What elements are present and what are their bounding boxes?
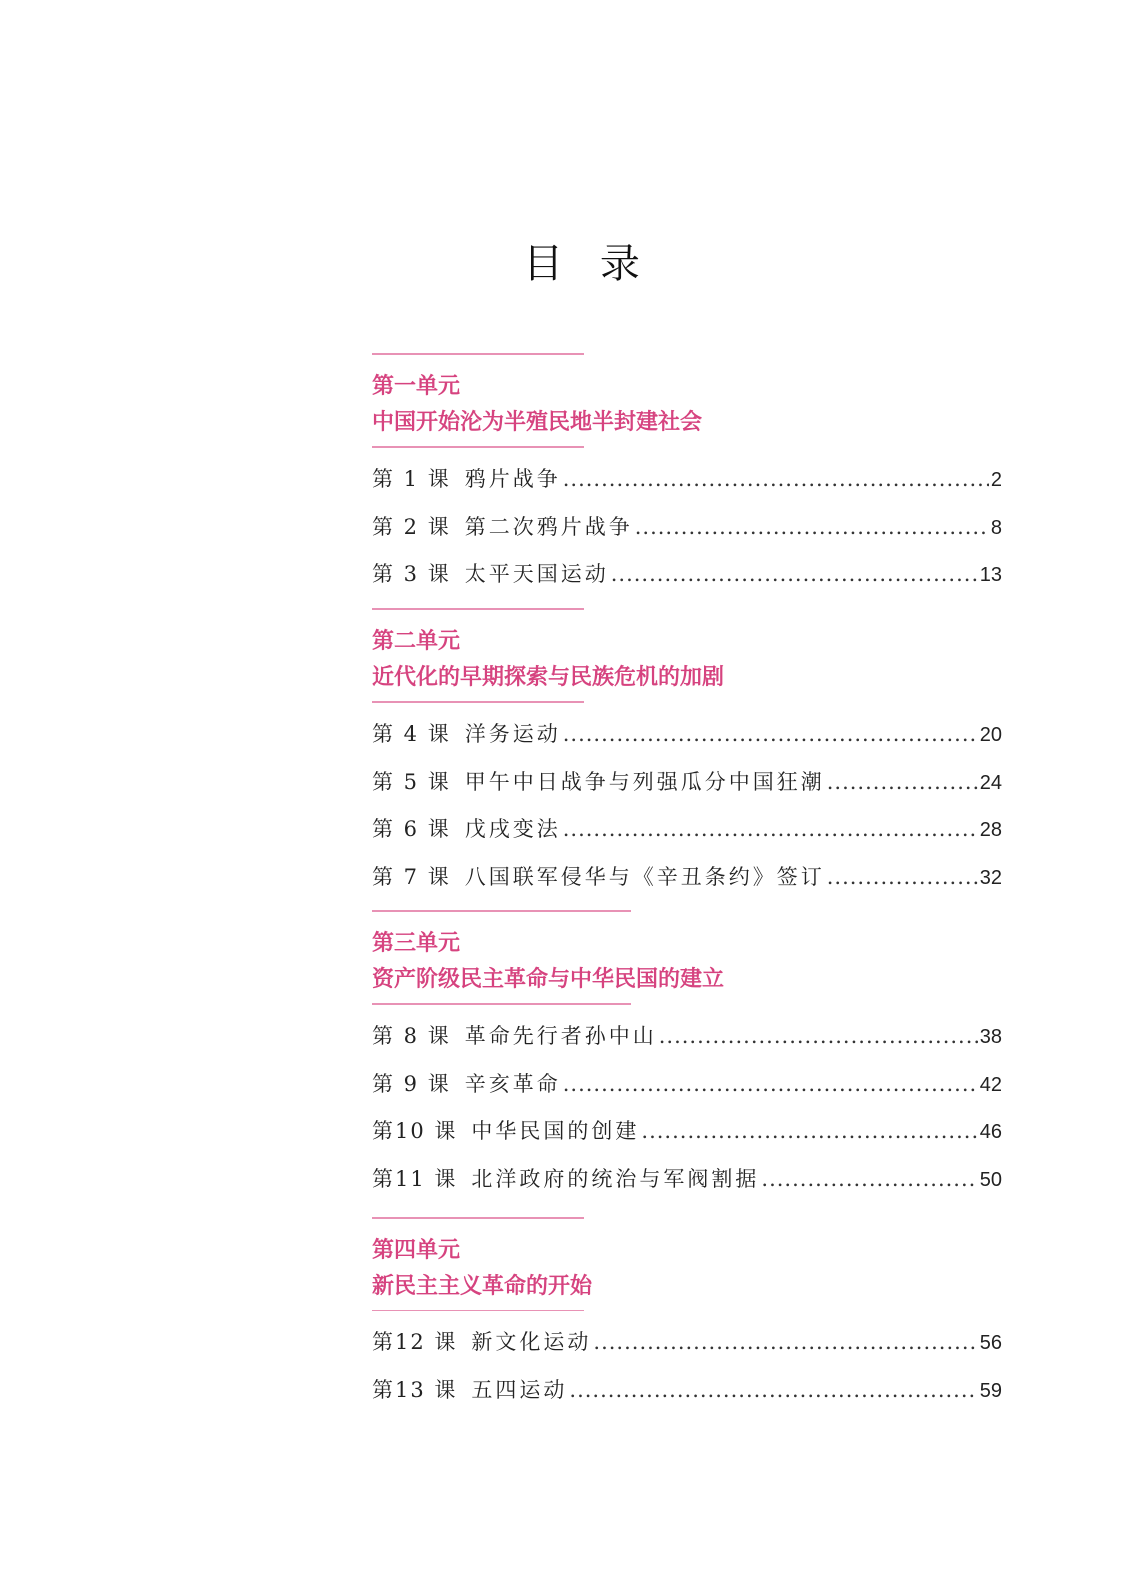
toc-entry[interactable] xyxy=(372,1367,1002,1415)
dot-leader xyxy=(563,711,978,759)
lesson-title: 北洋政府的统治与军阀割据 xyxy=(471,1166,760,1191)
dot-leader xyxy=(761,1156,977,1204)
unit-divider xyxy=(372,608,584,610)
lesson-number: 第 2 课 xyxy=(372,514,451,539)
lesson-title: 新文化运动 xyxy=(471,1330,592,1354)
lesson-title: 八国联军侵华与《辛丑条约》签订 xyxy=(464,864,825,889)
page-number: 32 xyxy=(979,866,1002,889)
dot-leader xyxy=(641,1108,977,1156)
page-number: 8 xyxy=(990,516,1002,539)
dot-leader xyxy=(563,1061,978,1109)
unit-section xyxy=(372,1217,1002,1414)
unit-section xyxy=(372,353,1002,599)
lesson-number: 第11 课 xyxy=(372,1166,458,1191)
lesson-number: 第 9 课 xyxy=(372,1071,451,1096)
page-number: 24 xyxy=(979,771,1002,794)
lesson-number: 第 3 课 xyxy=(372,562,451,586)
toc-entry[interactable] xyxy=(372,456,1002,504)
toc-entry[interactable] xyxy=(372,711,1002,759)
dot-leader xyxy=(827,759,978,807)
unit-divider xyxy=(372,353,584,355)
dot-leader xyxy=(659,1013,978,1061)
lesson-number: 第12 课 xyxy=(372,1330,458,1354)
dot-leader xyxy=(593,1319,977,1367)
page-number: 42 xyxy=(979,1073,1002,1096)
lesson-number: 第 7 课 xyxy=(372,864,451,889)
page-title: 目 录 xyxy=(523,241,652,287)
lesson-number: 第 5 课 xyxy=(372,769,451,794)
lesson-number: 第 1 课 xyxy=(372,467,451,491)
lesson-number: 第 8 课 xyxy=(372,1024,451,1048)
lesson-title: 戊戌变法 xyxy=(464,817,561,841)
unit-divider xyxy=(372,1217,584,1219)
toc-entry[interactable] xyxy=(372,504,1002,552)
dot-leader xyxy=(827,854,978,902)
page-number: 50 xyxy=(979,1168,1002,1191)
lesson-title: 第二次鸦片战争 xyxy=(464,514,633,539)
lesson-title: 辛亥革命 xyxy=(464,1071,561,1096)
page-number: 13 xyxy=(979,564,1002,586)
unit-divider xyxy=(372,446,584,448)
unit-divider xyxy=(372,1310,584,1311)
unit-label: 第二单元 xyxy=(372,628,461,654)
toc-entry[interactable] xyxy=(372,1013,1002,1061)
page-number: 20 xyxy=(979,724,1002,746)
lesson-title: 革命先行者孙中山 xyxy=(464,1024,657,1048)
unit-divider xyxy=(372,910,631,912)
toc-entry[interactable] xyxy=(372,1108,1002,1156)
lesson-number: 第 6 课 xyxy=(372,817,451,841)
unit-divider xyxy=(372,1003,631,1005)
dot-leader xyxy=(569,1367,977,1415)
dot-leader xyxy=(563,456,989,504)
unit-section xyxy=(372,608,1002,901)
dot-leader xyxy=(611,551,978,599)
toc-entry[interactable] xyxy=(372,854,1002,902)
dot-leader xyxy=(563,806,978,854)
toc-entry[interactable] xyxy=(372,1061,1002,1109)
page-number: 38 xyxy=(979,1026,1002,1048)
lesson-number: 第13 课 xyxy=(372,1377,458,1402)
unit-label: 第三单元 xyxy=(372,930,461,956)
lesson-title: 洋务运动 xyxy=(464,722,561,746)
lesson-title: 鸦片战争 xyxy=(464,467,561,491)
toc-entry[interactable] xyxy=(372,806,1002,854)
unit-title: 近代化的早期探索与民族危机的加剧 xyxy=(372,664,725,690)
unit-title: 新民主主义革命的开始 xyxy=(372,1273,593,1299)
toc-entry[interactable] xyxy=(372,551,1002,599)
page-number: 28 xyxy=(979,819,1002,841)
lesson-title: 五四运动 xyxy=(471,1377,568,1402)
unit-label: 第一单元 xyxy=(372,373,461,399)
page-number: 56 xyxy=(979,1332,1002,1354)
toc-entry[interactable] xyxy=(372,1156,1002,1204)
lesson-title: 甲午中日战争与列强瓜分中国狂潮 xyxy=(464,769,825,794)
page-number: 2 xyxy=(990,469,1002,491)
unit-section xyxy=(372,910,1002,1203)
unit-title: 资产阶级民主革命与中华民国的建立 xyxy=(372,966,725,992)
toc-entry[interactable] xyxy=(372,759,1002,807)
toc-entry[interactable] xyxy=(372,1319,1002,1367)
page-number: 59 xyxy=(979,1379,1002,1402)
page-number: 46 xyxy=(979,1121,1002,1143)
lesson-title: 太平天国运动 xyxy=(464,562,609,586)
dot-leader xyxy=(635,504,989,552)
lesson-number: 第 4 课 xyxy=(372,722,451,746)
unit-label: 第四单元 xyxy=(372,1237,461,1263)
lesson-title: 中华民国的创建 xyxy=(471,1119,640,1143)
lesson-number: 第10 课 xyxy=(372,1119,458,1143)
unit-divider xyxy=(372,701,584,703)
unit-title: 中国开始沦为半殖民地半封建社会 xyxy=(372,409,703,435)
